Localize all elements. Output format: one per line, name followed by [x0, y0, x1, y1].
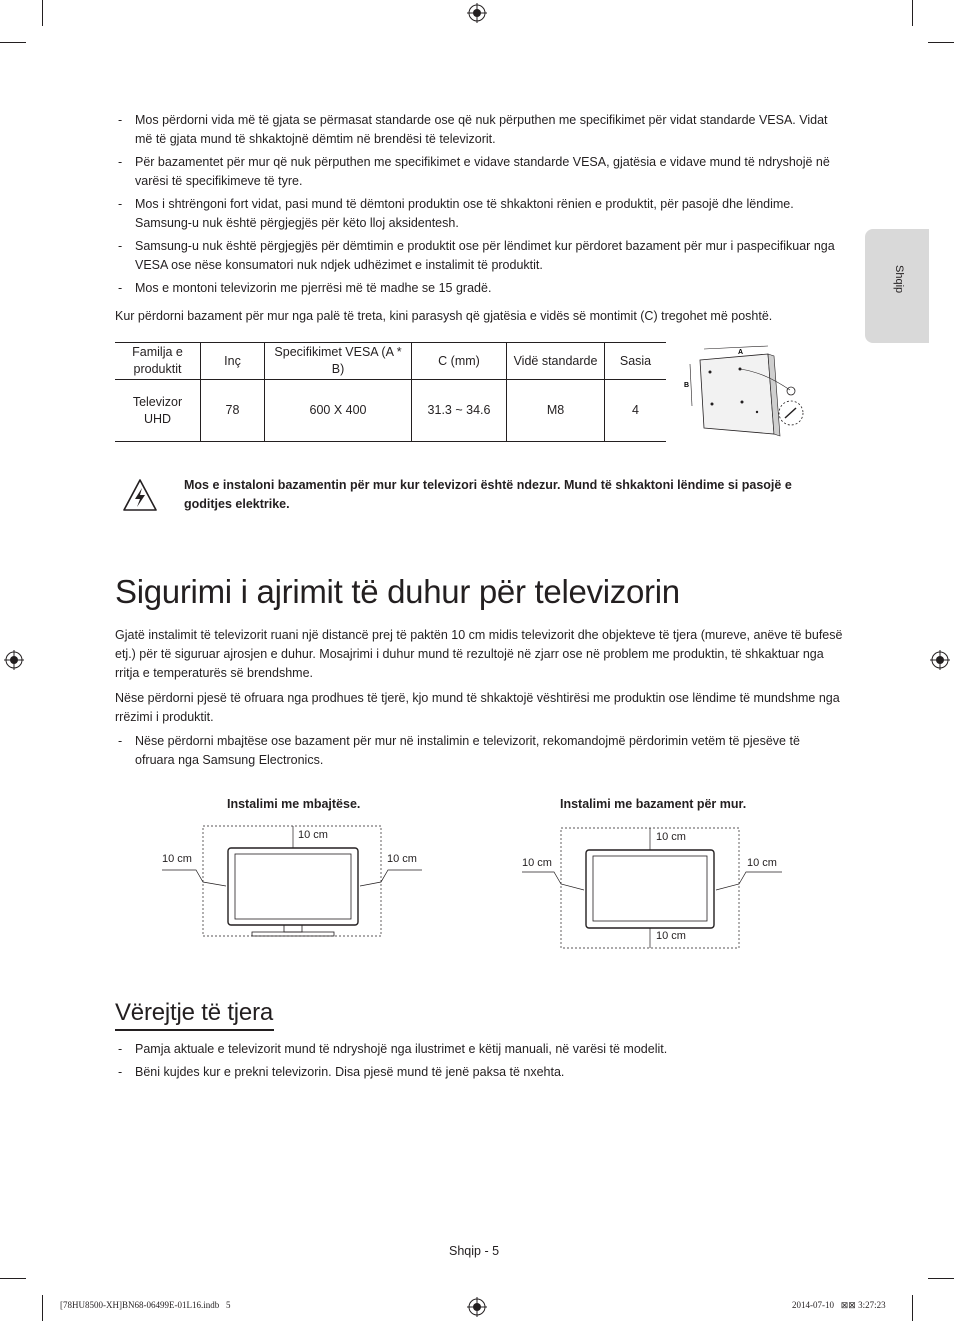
registration-mark-icon	[467, 3, 487, 23]
wall-bottom-gap-label: 10 cm	[656, 930, 686, 942]
section-title: Sigurimi i ajrimit të duhur për televizorin	[115, 573, 680, 610]
table-row	[115, 380, 666, 442]
wall-top-gap-label: 10 cm	[656, 831, 686, 843]
stand-installation-figure	[160, 824, 425, 939]
crop-mark	[912, 0, 913, 26]
language-tab-label: Shqip	[893, 265, 905, 294]
table-cell: 31.3 ~ 34.6	[412, 380, 507, 442]
vesa-diagram	[680, 342, 810, 442]
crop-mark	[0, 42, 26, 43]
list-item: - Bëni kujdes kur e prekni televizorin. Disa pjesë mund të jenë paksa të nxehta.	[115, 1063, 840, 1082]
language-tab	[865, 229, 929, 343]
table-header-cell: Vidë standarde	[507, 343, 605, 380]
table-header-cell: Inç	[201, 343, 265, 380]
vesa-spec-table	[115, 342, 666, 442]
title-underline	[115, 1029, 274, 1031]
electric-warning-icon	[122, 478, 158, 512]
list-item: - Nëse përdorni mbajtëse ose bazament për mur në instalimin e televizorit, rekomandojmë përdorimin vetëm të pjesëve të ofruara nga Samsung Electronics.	[115, 732, 840, 770]
table-header-cell: C (mm)	[412, 343, 507, 380]
crop-mark	[0, 1278, 26, 1279]
table-cell: 4	[605, 380, 667, 442]
list-item: - Mos përdorni vida më të gjata se përmasat standarde ose që nuk përputhen me specifikimet për vidat standarde VESA. Vidat më të gjata mund të shkaktojnë dëmtim në brendësi të televizorit.	[115, 111, 840, 149]
crop-mark	[42, 1295, 43, 1321]
table-header-cell: Familja e produktit	[115, 343, 201, 380]
other-notes-list	[115, 1040, 840, 1086]
table-header-cell: Specifikimet VESA (A * B)	[265, 343, 412, 380]
wall-figure-caption: Instalimi me bazament për mur.	[560, 797, 747, 811]
crop-mark	[928, 1278, 954, 1279]
table-cell: 600 X 400	[265, 380, 412, 442]
other-notes-title: Vërejtje të tjera	[115, 999, 274, 1026]
footer-date-info: 2014-07-10 ⊠⊠ 3:27:23	[792, 1300, 886, 1310]
dimension-label-b: B	[684, 382, 690, 389]
ventilation-paragraph: Gjatë instalimit të televizorit ruani një distancë prej të paktën 10 cm midis televizorit dhe objekteve të tjera (mureve, anëve të bufesë etj.) për të siguruar ajrosjen e duhur. Mosajrimi i duhur mund të rezultojë në zjarr ose në problem me produktin, të shkaktuar nga rritja e temperaturës së brendshme.	[115, 628, 843, 680]
crop-mark	[928, 42, 954, 43]
stand-top-gap-label: 10 cm	[298, 829, 328, 841]
wall-right-gap-label: 10 cm	[747, 857, 777, 869]
table-cell: 78	[201, 380, 265, 442]
stand-left-gap-label: 10 cm	[162, 853, 192, 865]
footer-file-info: [78HU8500-XH]BN68-06499E-01L16.indb 5	[60, 1300, 231, 1310]
crop-mark	[42, 0, 43, 26]
screw-notes-list	[115, 111, 840, 302]
warning-text: Mos e instaloni bazamentin për mur kur televizori është ndezur. Mund të shkaktoni lëndime si pasojë e goditjes elektrike.	[184, 478, 792, 511]
registration-mark-icon	[467, 1297, 487, 1317]
table-header-cell: Sasia	[605, 343, 667, 380]
table-cell: M8	[507, 380, 605, 442]
crop-mark	[912, 1295, 913, 1321]
list-item: - Mos i shtrëngoni fort vidat, pasi mund të dëmtoni produktin ose të shkaktoni rënien e produktit, për pasojë dhe lëndime. Samsung-u nuk është përgjegjës për këto lloj aksidentesh.	[115, 195, 840, 233]
list-item: - Pamja aktuale e televizorit mund të ndryshojë nga ilustrimet e këtij manuali, në varësi të modelit.	[115, 1040, 840, 1059]
intro-paragraph: Kur përdorni bazament për mur nga palë të treta, kini parasysh që gjatësia e vidës së montimit (C) tregohet më poshtë.	[115, 309, 773, 323]
list-item: - Për bazamentet për mur që nuk përputhen me specifikimet e vidave standarde VESA, gjatësia e vidave mund të ndryshojë në varësi të specifikimeve të tyre.	[115, 153, 840, 191]
stand-right-gap-label: 10 cm	[387, 853, 417, 865]
wall-left-gap-label: 10 cm	[522, 857, 552, 869]
stand-figure-caption: Instalimi me mbajtëse.	[227, 797, 361, 811]
list-item: - Mos e montoni televizorin me pjerrësi më të madhe se 15 gradë.	[115, 279, 840, 298]
registration-mark-icon	[930, 650, 950, 670]
list-item: - Samsung-u nuk është përgjegjës për dëmtimin e produktit ose për lëndimet kur përdoret bazament për mur i paspecifikuar nga VESA ose nëse konsumatori nuk ndjek udhëzimet e instalimit të produktit.	[115, 237, 840, 275]
table-header-row	[115, 343, 666, 380]
registration-mark-icon	[4, 650, 24, 670]
ventilation-paragraph: Nëse përdorni pjesë të ofruara nga prodhues të tjerë, kjo mund të shkaktojë vështirësi me produktin ose lëndime të mundshme nga rrëzimi i produktit.	[115, 691, 840, 724]
page-number: Shqip - 5	[449, 1244, 500, 1258]
dimension-label-a: A	[738, 349, 744, 356]
table-cell: Televizor UHD	[115, 380, 201, 442]
ventilation-note-list	[115, 732, 840, 774]
wall-installation-figure	[520, 826, 785, 950]
